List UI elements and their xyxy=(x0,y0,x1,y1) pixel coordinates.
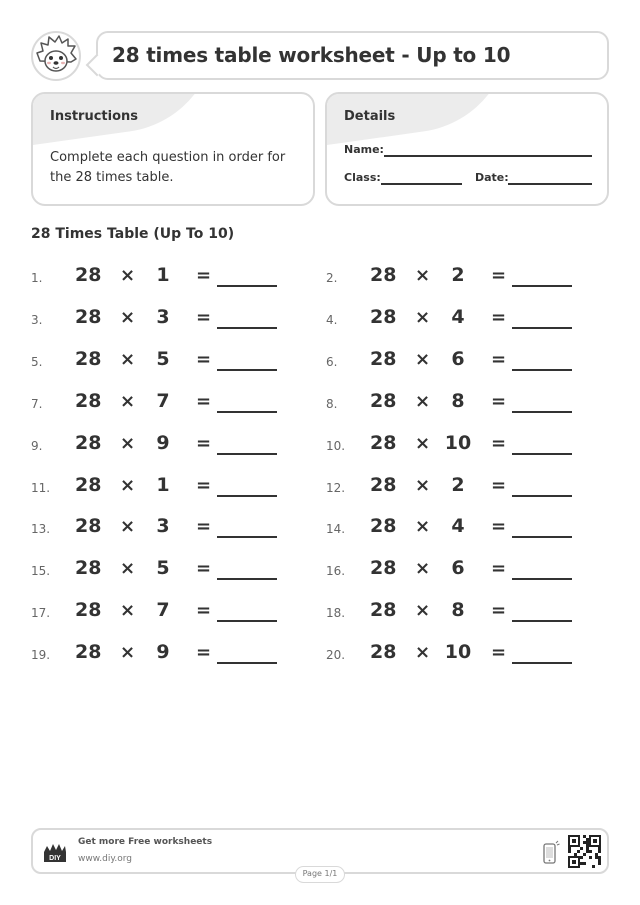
multiplier: 4 xyxy=(451,515,465,538)
times-sign: × xyxy=(415,642,431,664)
details-heading: Details xyxy=(344,109,396,124)
multiplier: 7 xyxy=(156,599,170,622)
multiplier: 2 xyxy=(451,473,465,496)
multiplicand: 28 xyxy=(75,264,102,286)
question-row xyxy=(31,597,291,627)
times-sign: × xyxy=(415,600,431,622)
multiplier: 8 xyxy=(451,599,465,622)
question-row xyxy=(31,430,291,460)
equals-sign: = xyxy=(196,432,212,454)
equals-sign: = xyxy=(196,642,212,664)
question-row xyxy=(31,262,291,292)
multiplier: 3 xyxy=(156,305,170,328)
question-number: 20. xyxy=(326,648,346,663)
question-number: 14. xyxy=(326,522,346,537)
section-title: 28 Times Table (Up To 10) xyxy=(31,226,235,242)
times-sign: × xyxy=(415,390,431,412)
multiplier: 1 xyxy=(156,473,170,496)
question-row xyxy=(31,346,291,376)
times-sign: × xyxy=(120,348,136,370)
question-number: 5. xyxy=(31,354,43,369)
equals-sign: = xyxy=(196,306,212,328)
times-sign: × xyxy=(415,558,431,580)
question-number: 6. xyxy=(326,354,338,369)
times-sign: × xyxy=(120,642,136,664)
multiplier: 4 xyxy=(451,305,465,328)
equals-sign: = xyxy=(491,432,507,454)
mascot-icon xyxy=(30,31,82,81)
page-indicator: Page 1/1 xyxy=(295,866,345,883)
name-label: Name: xyxy=(344,143,384,156)
question-row xyxy=(326,472,586,502)
multiplier: 5 xyxy=(156,557,170,580)
question-row xyxy=(326,388,586,418)
diy-logo-icon[interactable] xyxy=(42,842,68,864)
multiplicand: 28 xyxy=(370,305,397,328)
multiplicand: 28 xyxy=(370,599,397,622)
equals-sign: = xyxy=(491,265,507,286)
footer-url[interactable]: www.diy.org xyxy=(78,854,132,864)
equals-sign: = xyxy=(491,474,507,496)
equals-sign: = xyxy=(491,558,507,580)
times-sign: × xyxy=(415,516,431,538)
answer-blank[interactable] xyxy=(512,578,572,580)
question-number: 8. xyxy=(326,396,338,411)
question-row xyxy=(31,555,291,585)
question-row xyxy=(326,262,586,292)
multiplicand: 28 xyxy=(75,347,102,370)
svg-text:DIY: DIY xyxy=(49,855,61,862)
multiplicand: 28 xyxy=(75,431,102,454)
question-row xyxy=(31,388,291,418)
question-number: 10. xyxy=(326,438,346,453)
multiplier: 3 xyxy=(156,515,170,538)
equals-sign: = xyxy=(491,642,507,664)
question-row xyxy=(326,346,586,376)
equals-sign: = xyxy=(196,558,212,580)
multiplier: 6 xyxy=(451,347,465,370)
times-sign: × xyxy=(120,558,136,580)
times-sign: × xyxy=(415,348,431,370)
answer-blank[interactable] xyxy=(217,453,277,455)
question-number: 17. xyxy=(31,606,51,621)
multiplicand: 28 xyxy=(370,389,397,412)
times-sign: × xyxy=(120,432,136,454)
multiplier: 7 xyxy=(156,389,170,412)
answer-blank[interactable] xyxy=(512,453,572,455)
question-number: 12. xyxy=(326,480,346,495)
multiplicand: 28 xyxy=(370,641,397,664)
answer-blank[interactable] xyxy=(217,285,277,287)
times-sign: × xyxy=(415,265,431,286)
multiplicand: 28 xyxy=(75,557,102,580)
equals-sign: = xyxy=(491,306,507,328)
times-sign: × xyxy=(120,474,136,496)
name-field[interactable] xyxy=(384,155,592,157)
instructions-card xyxy=(31,92,315,206)
multiplicand: 28 xyxy=(75,515,102,538)
instructions-text: Complete each question in order for the 28 times table. xyxy=(50,150,286,185)
answer-blank[interactable] xyxy=(217,578,277,580)
title-banner xyxy=(96,31,609,80)
class-label: Class: xyxy=(344,171,381,184)
answer-blank[interactable] xyxy=(217,495,277,497)
question-row xyxy=(326,304,586,334)
question-number: 3. xyxy=(31,312,43,327)
question-row xyxy=(326,430,586,460)
equals-sign: = xyxy=(196,600,212,622)
equals-sign: = xyxy=(491,600,507,622)
question-number: 2. xyxy=(326,271,338,285)
multiplier: 10 xyxy=(444,641,472,664)
times-sign: × xyxy=(415,306,431,328)
times-sign: × xyxy=(120,265,136,286)
multiplier: 9 xyxy=(156,641,170,664)
multiplicand: 28 xyxy=(75,389,102,412)
times-sign: × xyxy=(120,516,136,538)
footer-promo-text[interactable]: Get more Free worksheets xyxy=(78,837,213,847)
answer-blank[interactable] xyxy=(512,327,572,329)
answer-blank[interactable] xyxy=(512,369,572,371)
answer-blank[interactable] xyxy=(217,620,277,622)
qr-code-icon[interactable] xyxy=(568,835,601,868)
times-sign: × xyxy=(120,306,136,328)
times-sign: × xyxy=(415,432,431,454)
answer-blank[interactable] xyxy=(217,411,277,413)
question-row xyxy=(326,513,586,543)
multiplicand: 28 xyxy=(370,557,397,580)
answer-blank[interactable] xyxy=(217,662,277,664)
multiplier: 6 xyxy=(451,557,465,580)
question-number: 15. xyxy=(31,564,51,579)
question-number: 4. xyxy=(326,312,338,327)
answer-blank[interactable] xyxy=(512,495,572,497)
question-row xyxy=(31,472,291,502)
answer-blank[interactable] xyxy=(217,327,277,329)
equals-sign: = xyxy=(196,265,212,286)
phone-icon xyxy=(542,840,560,866)
equals-sign: = xyxy=(196,516,212,538)
answer-blank[interactable] xyxy=(512,620,572,622)
multiplicand: 28 xyxy=(75,305,102,328)
multiplicand: 28 xyxy=(370,431,397,454)
question-row xyxy=(326,597,586,627)
equals-sign: = xyxy=(196,348,212,370)
question-row xyxy=(326,555,586,585)
question-row xyxy=(326,639,586,669)
times-sign: × xyxy=(415,474,431,496)
multiplicand: 28 xyxy=(370,347,397,370)
multiplier: 8 xyxy=(451,389,465,412)
times-sign: × xyxy=(120,390,136,412)
question-number: 7. xyxy=(31,396,43,411)
question-number: 16. xyxy=(326,564,346,579)
equals-sign: = xyxy=(196,390,212,412)
question-number: 11. xyxy=(31,480,51,495)
multiplier: 10 xyxy=(444,431,472,454)
multiplicand: 28 xyxy=(370,473,397,496)
question-row xyxy=(31,639,291,669)
multiplicand: 28 xyxy=(75,599,102,622)
equals-sign: = xyxy=(491,348,507,370)
times-sign: × xyxy=(120,600,136,622)
date-field[interactable] xyxy=(508,183,592,185)
question-number: 1. xyxy=(31,271,43,285)
multiplicand: 28 xyxy=(370,515,397,538)
question-row xyxy=(31,304,291,334)
question-number: 19. xyxy=(31,648,51,663)
multiplicand: 28 xyxy=(75,473,102,496)
question-row xyxy=(31,513,291,543)
instructions-heading: Instructions xyxy=(50,109,139,124)
details-card xyxy=(325,92,609,206)
question-number: 13. xyxy=(31,522,51,537)
multiplicand: 28 xyxy=(75,641,102,664)
class-field[interactable] xyxy=(381,183,462,185)
multiplier: 9 xyxy=(156,431,170,454)
multiplier: 2 xyxy=(451,264,465,286)
answer-blank[interactable] xyxy=(217,369,277,371)
question-number: 18. xyxy=(326,606,346,621)
answer-blank[interactable] xyxy=(217,536,277,538)
question-number: 9. xyxy=(31,438,43,453)
page-title: 28 times table worksheet - Up to 10 xyxy=(112,43,511,67)
answer-blank[interactable] xyxy=(512,411,572,413)
answer-blank[interactable] xyxy=(512,662,572,664)
equals-sign: = xyxy=(491,516,507,538)
answer-blank[interactable] xyxy=(512,536,572,538)
multiplier: 1 xyxy=(156,264,170,286)
equals-sign: = xyxy=(196,474,212,496)
multiplicand: 28 xyxy=(370,264,397,286)
multiplier: 5 xyxy=(156,347,170,370)
equals-sign: = xyxy=(491,390,507,412)
date-label: Date: xyxy=(475,171,509,184)
answer-blank[interactable] xyxy=(512,285,572,287)
